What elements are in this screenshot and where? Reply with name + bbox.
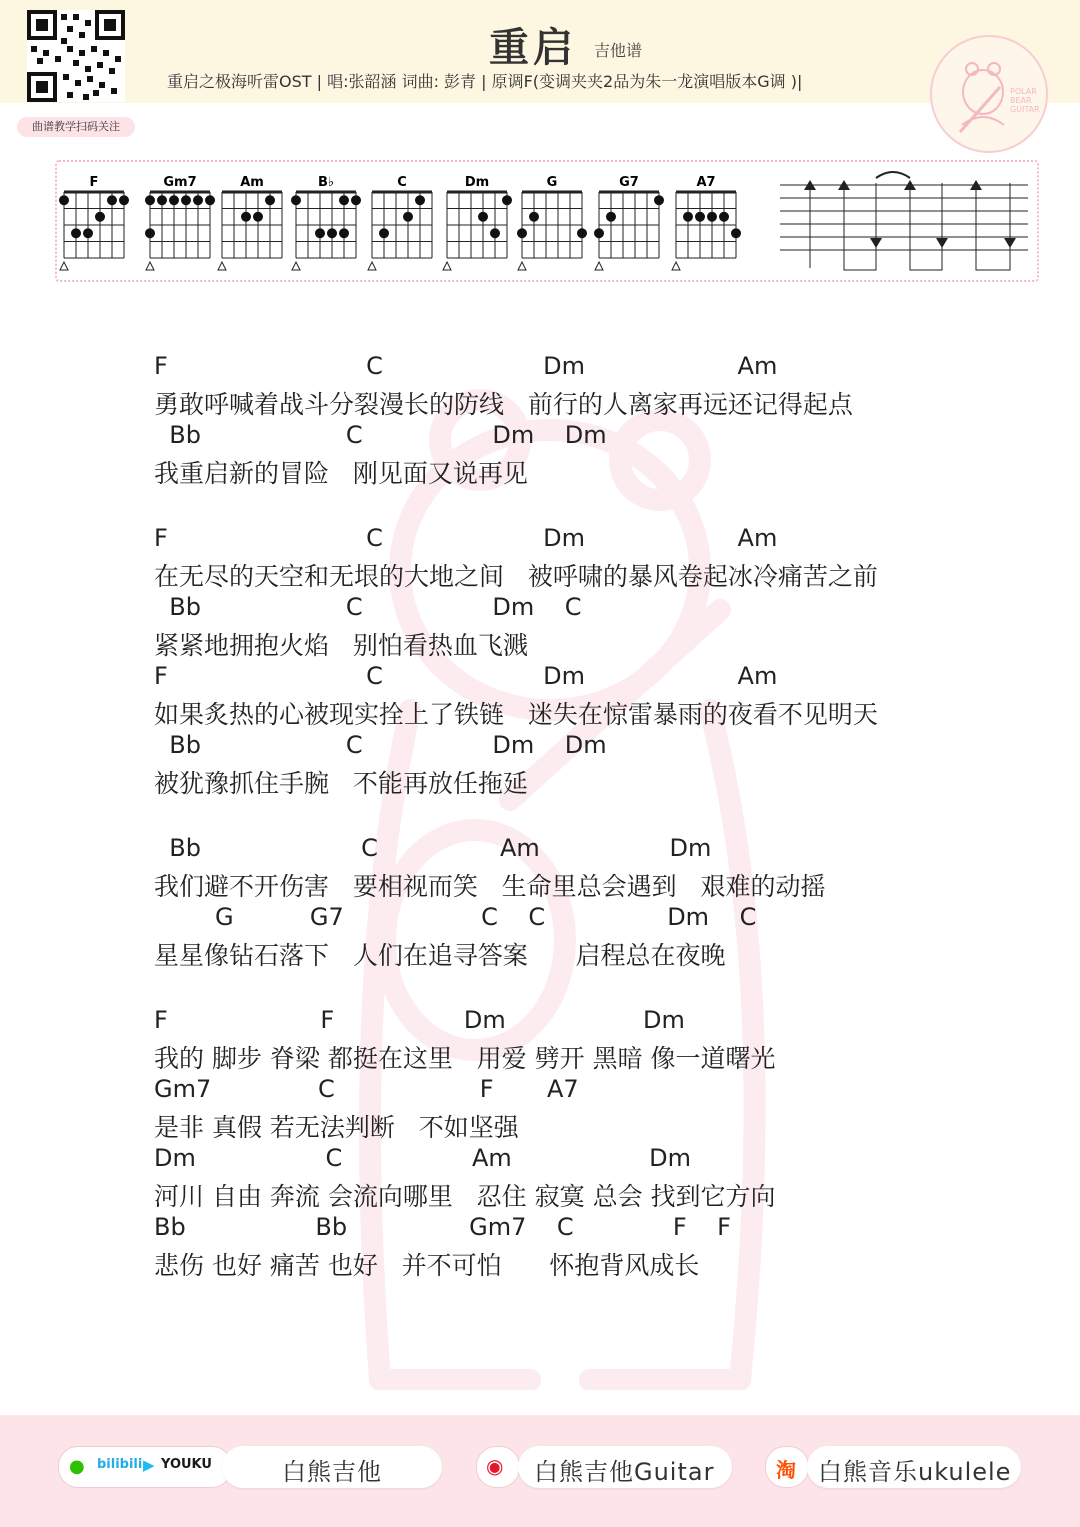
lyric-line: 勇敢呼喊着战斗分裂漫长的防线 前行的人离家再远还记得起点 (154, 390, 853, 419)
lyric-line: 我的 脚步 脊梁 都挺在这里 用爱 劈开 黑暗 像一道曙光 (154, 1044, 776, 1073)
song-title: 重启 (489, 25, 577, 71)
chord-name: Am (240, 175, 264, 190)
chord-name: G (546, 175, 558, 190)
chord-name: F (89, 175, 99, 190)
chord-line: F F Dm Dm (154, 1006, 685, 1034)
lyric-line: 被犹豫抓住手腕 不能再放任拖延 (154, 769, 528, 798)
taobao-chip[interactable] (765, 1446, 809, 1488)
title-tag: 吉他谱 (594, 41, 643, 60)
logo-text-3: GUITAR (1010, 105, 1040, 114)
lyric-line: 在无尽的天空和无垠的大地之间 被呼啸的暴风卷起冰冷痛苦之前 (154, 562, 878, 591)
youku-play-icon: ▶ (143, 1456, 155, 1474)
chord-line: Bb C Dm C (154, 593, 582, 621)
chord-name: C (397, 175, 407, 190)
lyric-line: 我重启新的冒险 刚见面又说再见 (154, 459, 528, 488)
chord-name: A7 (696, 175, 716, 190)
taobao-icon: 淘 (776, 1458, 796, 1482)
logo-text-1: POLAR (1010, 87, 1037, 96)
weibo-icon: ◉ (486, 1454, 504, 1478)
bilibili-label: bilibili (97, 1457, 143, 1472)
chord-name: Gm7 (163, 175, 197, 190)
lyric-line: 河川 自由 奔流 会流向哪里 忍住 寂寞 总会 找到它方向 (154, 1182, 776, 1211)
chord-name: B♭ (317, 175, 335, 190)
chord-name: Dm (464, 175, 490, 190)
lyric-line: 我们避不开伤害 要相视而笑 生命里总会遇到 艰难的动摇 (154, 872, 826, 901)
lyric-line: 星星像钻石落下 人们在追寻答案 启程总在夜晚 (154, 941, 726, 970)
social-text-2: 白熊吉他Guitar (534, 1458, 715, 1486)
wechat-icon: ● (69, 1456, 85, 1477)
weibo-chip[interactable] (476, 1446, 520, 1488)
lyric-line: 悲伤 也好 痛苦 也好 并不可怕 怀抱背风成长 (154, 1251, 700, 1280)
chord-line: Bb Bb Gm7 C F F (154, 1213, 731, 1241)
chord-line: Bb C Dm Dm (154, 731, 607, 759)
chord-line: F C Dm Am (154, 524, 778, 552)
lyric-line: 紧紧地拥抱火焰 别怕看热血飞溅 (154, 631, 528, 660)
youku-label: YOUKU (161, 1457, 212, 1472)
chord-line: F C Dm Am (154, 662, 778, 690)
lyric-line: 如果炙热的心被现实拴上了铁链 迷失在惊雷暴雨的夜看不见明天 (154, 700, 878, 729)
song-info: 重启之极海听雷OST | 唱:张韶涵 词曲: 彭青 | 原调F(变调夹夹2品为朱一龙演唱版本G调 )| (167, 72, 803, 91)
chord-line: Bb C Am Dm (154, 834, 712, 862)
chord-line: Bb C Dm Dm (154, 421, 607, 449)
chord-line: Dm C Am Dm (154, 1144, 691, 1172)
chord-name: G7 (619, 175, 639, 190)
logo-text-2: BEAR (1010, 96, 1032, 105)
chord-line: G G7 C C Dm C (154, 903, 757, 931)
lyric-line: 是非 真假 若无法判断 不如坚强 (154, 1113, 519, 1142)
social-text-1: 白熊吉他 (282, 1458, 382, 1486)
chord-line: Gm7 C F A7 (154, 1075, 579, 1103)
platform-chip[interactable] (58, 1446, 232, 1488)
chord-line: F C Dm Am (154, 352, 778, 380)
qr-label: 曲谱教学扫码关注 (17, 117, 135, 137)
social-text-3: 白熊音乐ukulele (818, 1458, 1012, 1486)
